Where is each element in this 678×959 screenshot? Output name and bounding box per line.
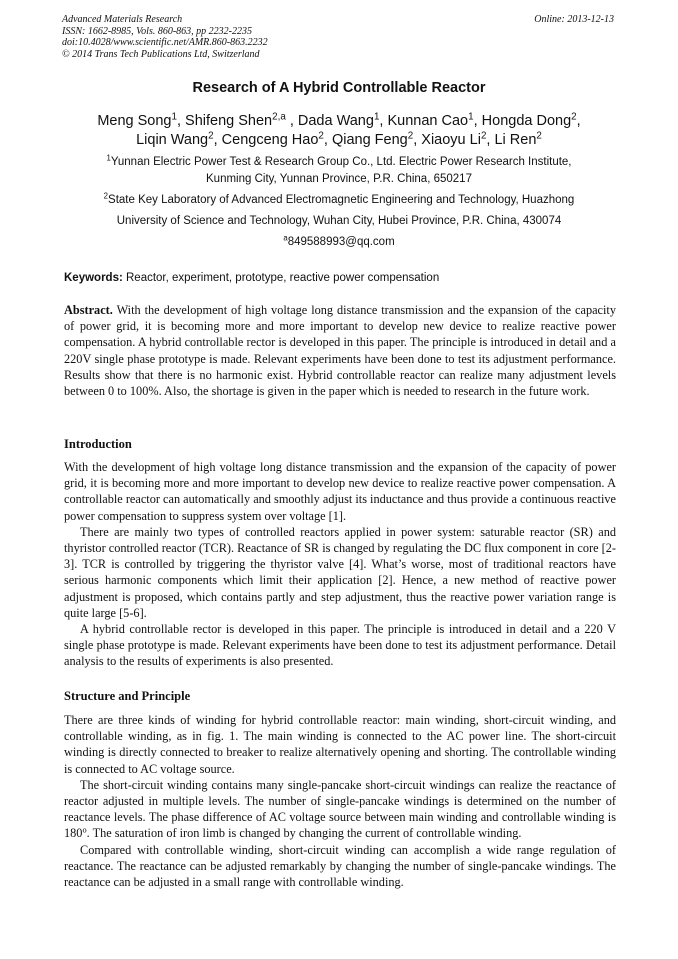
author: Liqin Wang$^2$, <box>136 130 222 148</box>
journal-name: Advanced Materials Research <box>62 14 183 25</box>
author-email: $^a$849588993@qq.com <box>283 233 395 248</box>
keywords-text: Reactor, experiment, prototype, reactive power compensation <box>122 272 440 284</box>
abstract-label: Abstract. <box>64 303 113 317</box>
abstract <box>64 302 616 399</box>
paragraph: With the development of high voltage long distance transmission and the expansion of the capacity of power grid, it is becoming more and more important to develop new device to realize reactive power compensation. A controllable reactor can automatically and smoothly adjust its inductance and thus provide a continuous reactive power compensation to suppress system over voltage [1]. <box>64 460 616 523</box>
author: Kunnan Cao$^1$, <box>387 111 482 129</box>
paper-title: Research of A Hybrid Controllable Reactor <box>192 80 486 96</box>
author: Xiaoyu Li$^2$, <box>421 130 495 148</box>
author: Shifeng Shen$^{2,a}$ , <box>185 111 298 129</box>
paragraph: There are mainly two types of controlled reactors applied in power system: saturable reactor (SR) and thyristor controlled reactor (TCR). Reactance of SR is changed by regulating the DC flux component in core [2-3]. TCR is controlled by triggering the thyristor valve [4]. What’s worse, most of traditional reactors have serious harmonic components which limit their application [2]. Hence, a new method of reactive power adjustment is proposed, which contains partly and step adjustment, thus the reactive power variation range is quite large [5-6]. <box>64 524 616 620</box>
author: Cengceng Hao$^2$, <box>221 130 332 148</box>
structure-body <box>64 712 616 890</box>
doi-line: doi:10.4028/www.scientific.net/AMR.860-863.2232 <box>62 37 268 48</box>
journal-header <box>62 14 614 60</box>
abstract-text: With the development of high voltage long distance transmission and the expansion of the capacity of power grid, it is becoming more and more important to develop new device to realize reactive power compensation. A hybrid controllable rector is developed in this paper. The principle is introduced in detail and a 220V single phase prototype is made. Relevant experiments have been done to test its adjustment performance. Results show that there is no harmonic exist. Hybrid controllable reactor can realize many adjustment levels between 0 to 100%. Also, the shortage is given in the paper which is needed to research in the future work. <box>64 303 616 399</box>
keywords-label: Keywords: <box>64 272 123 284</box>
paragraph: There are three kinds of winding for hybrid controllable reactor: main winding, short-circuit winding, and controllable winding, as in fig. 1. The main winding is connected to the AC power line. The short-circuit winding is directly connected to breaker to realize alternatively opening and shorting. The controllable winding is connected to AC voltage source. <box>64 713 616 776</box>
keywords <box>64 272 624 284</box>
author: Meng Song$^1$, <box>97 111 186 129</box>
author: Dada Wang$^1$, <box>297 111 388 129</box>
paragraph: Compared with controllable winding, short-circuit winding can accomplish a wide range regulation of reactance. The reactance can be adjusted remarkably by changing the number of single-pancake windings. The reactance can be adjusted in a small range with controllable winding. <box>64 842 616 890</box>
author: Li Ren$^2$ <box>494 130 542 148</box>
author: Hongda Dong$^2$, <box>481 111 581 129</box>
affiliation-2: $^2$State Key Laboratory of Advanced Electromagnetic Engineering and Technology, Huazhong University of Science and Technology, Wuhan City, Hubei Province, P.R. China, 430074 <box>103 191 575 227</box>
section-heading-introduction: Introduction <box>64 437 132 451</box>
affiliation-1: $^1$Yunnan Electric Power Test & Research Group Co., Ltd. Electric Power Research Institute, Kunming City, Yunnan Province, P.R. China, 650217 <box>106 153 572 185</box>
introduction-body <box>64 459 616 670</box>
author-list <box>50 112 628 149</box>
issn-line: ISSN: 1662-8985, Vols. 860-863, pp 2232-2235 <box>62 25 252 37</box>
author: Qiang Feng$^2$, <box>331 130 422 148</box>
paragraph: The short-circuit winding contains many single-pancake short-circuit windings can realize the reactance of reactor adjusted in multiple levels. The number of single-pancake windings is determined on the number of reactance levels. The phase difference of AC voltage source between main winding and controllable winding is 180$^o$. The saturation of iron limb is changed by changing the current of controllable winding. <box>64 777 616 841</box>
section-heading-structure: Structure and Principle <box>64 689 191 703</box>
copyright-line: © 2014 Trans Tech Publications Ltd, Switzerland <box>62 48 260 60</box>
paragraph: A hybrid controllable rector is developed in this paper. The principle is introduced in detail and a 220 V single phase prototype is made. Relevant experiments have been done to test its adjustment performance. Detail analysis to the results of experiments is also presented. <box>64 622 616 669</box>
online-date: Online: 2013-12-13 <box>534 14 614 25</box>
